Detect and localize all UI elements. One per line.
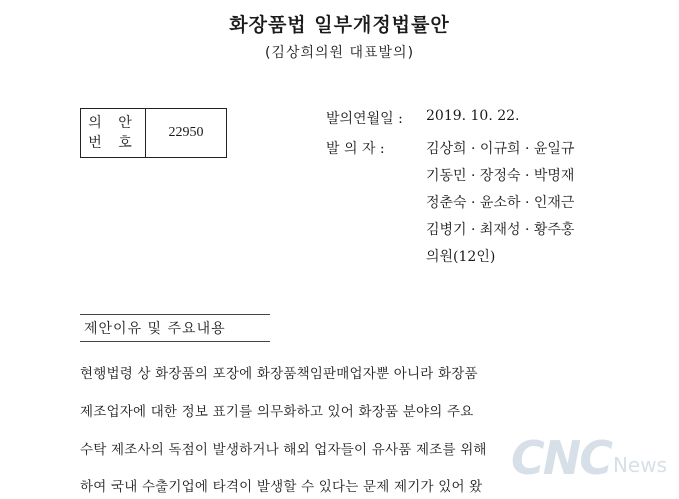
bill-number-label-line2: 번 호 xyxy=(88,135,138,151)
cnc-news-watermark-logo xyxy=(510,431,667,485)
watermark-brand: CNC xyxy=(510,431,611,485)
proposer-line: 의원(12인) xyxy=(426,249,496,265)
proposal-date-label: 발의연월일 : xyxy=(326,111,403,127)
body-line: 현행법령 상 화장품의 포장에 화장품책임판매업자뿐 아니라 화장품 xyxy=(80,366,478,382)
proposer-line: 김병기 · 최재성 · 황주홍 xyxy=(426,222,575,238)
proposer-label: 발 의 자 : xyxy=(326,141,385,157)
proposer-line: 기동민 · 장정숙 · 박명재 xyxy=(426,168,575,184)
section-bottom-rule xyxy=(80,341,270,342)
bill-number-value: 22950 xyxy=(168,125,204,140)
section-heading: 제안이유 및 주요내용 xyxy=(84,321,226,337)
bill-number-label-line1: 의 안 xyxy=(88,115,138,131)
body-line: 수탁 제조사의 독점이 발생하거나 해외 업자들이 유사품 제조를 위해 xyxy=(80,442,487,458)
proposal-date-value: 2019. 10. 22. xyxy=(426,108,520,124)
watermark-suffix: News xyxy=(612,453,667,477)
proposer-line: 정춘숙 · 윤소하 · 인재근 xyxy=(426,195,575,211)
bill-number-box xyxy=(80,108,227,158)
body-line: 하여 국내 수출기업에 타격이 발생할 수 있다는 문제 제기가 있어 왔 xyxy=(80,479,483,495)
section-top-rule xyxy=(80,314,270,315)
body-line: 제조업자에 대한 정보 표기를 의무화하고 있어 화장품 분야의 주요 xyxy=(80,404,474,420)
document-title: 화장품법 일부개정법률안 xyxy=(229,14,450,36)
document-subtitle: (김상희의원 대표발의) xyxy=(264,45,415,61)
bill-number-label xyxy=(81,109,146,157)
proposer-line: 김상희 · 이규희 · 윤일규 xyxy=(426,141,575,157)
